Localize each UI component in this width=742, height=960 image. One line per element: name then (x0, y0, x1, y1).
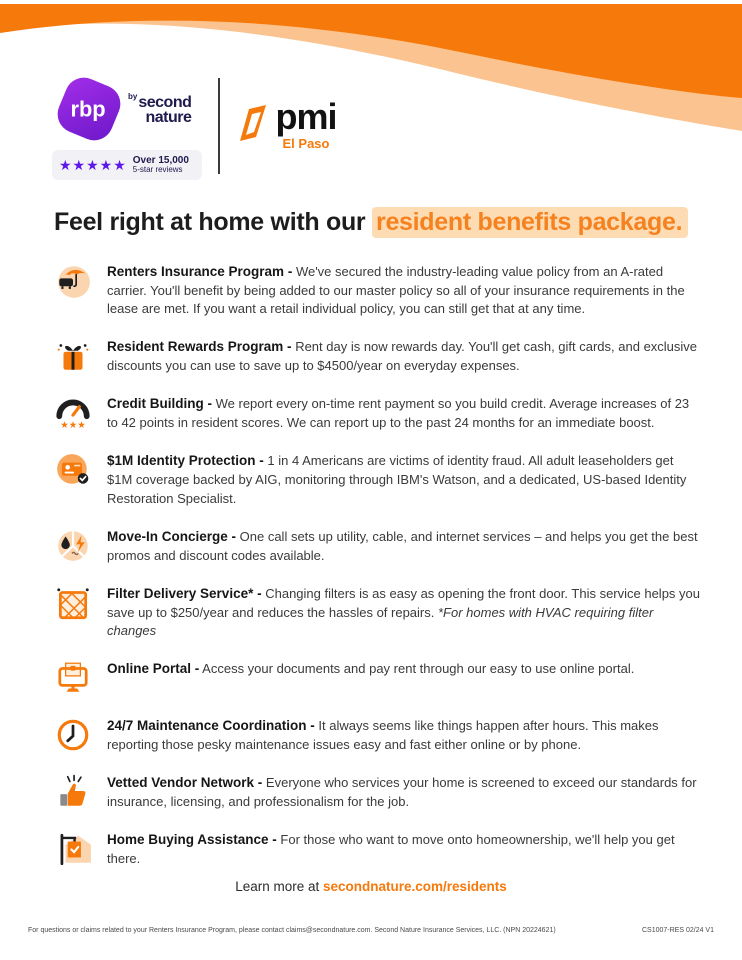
benefit-online-portal (54, 659, 702, 697)
umbrella-couch-icon (54, 262, 92, 300)
benefit-title: Online Portal - (107, 661, 200, 677)
benefit-title: Home Buying Assistance - (107, 832, 277, 848)
svg-text:★★★: ★★★ (60, 420, 86, 432)
benefit-body: Rent day is now rewards day. You'll get cash, gift cards, and exclusive discounts you can use to save up to $4500/year on everyday expenses. (107, 339, 698, 374)
benefit-body: For those who want to move onto homeownership, we'll help you get there. (107, 832, 675, 867)
benefit-maintenance-coordination (54, 716, 702, 754)
credit-gauge-icon (54, 394, 92, 432)
learn-more-line (0, 879, 742, 894)
clock-icon (54, 716, 92, 754)
benefit-body: It always seems like things happen after hours. This makes reporting those pesky maintenance issues easy and fast either online or by phone. (107, 718, 659, 752)
benefit-body: We've secured the industry-leading value policy from an A-rated carrier. You'll benefit by being added to our master policy so all of your insurance requirements in the lease are met. If you want a retail individual policy, you can still get that at any time. (107, 264, 685, 317)
benefit-title: Credit Building - (107, 396, 212, 412)
pmi-wordmark: pmi (275, 96, 337, 138)
headline-prefix: Feel right at home with our (54, 208, 373, 236)
learn-more-prefix: Learn more at (235, 879, 323, 894)
benefit-body: Everyone who services your home is screened to exceed our standards for insurance, licensing, and professionalism for the job. (107, 775, 697, 809)
benefit-title: Move-In Concierge - (107, 528, 237, 544)
house-sign-icon (54, 830, 92, 868)
benefit-title: Resident Rewards Program - (107, 339, 292, 355)
benefit-title: Renters Insurance Program - (107, 264, 293, 279)
headline-highlight: resident benefits package. (372, 207, 688, 238)
logo-row (52, 72, 337, 180)
benefit-filter-delivery (54, 584, 702, 640)
page-title (54, 208, 714, 237)
rbp-badge-text: rbp (70, 96, 106, 122)
review-rating-box (52, 150, 202, 180)
utilities-circle-icon (54, 527, 92, 565)
benefit-resident-rewards (54, 337, 702, 375)
fine-print-claims: For questions or claims related to your Renters Insurance Program, please contact claims@secondnature.com. Second Nature Insurance Services, LLC. (NPN 20224621) (28, 927, 556, 934)
logo-divider (218, 78, 220, 174)
residents-link[interactable]: secondnature.com/residents (322, 879, 507, 894)
pmi-logo-block (238, 96, 337, 151)
benefit-note: *For homes with HVAC requiring filter changes (107, 604, 654, 638)
gift-box-icon (54, 337, 92, 375)
second-nature-wordmark: $^{by}$second nature (128, 91, 192, 126)
rbp-logo-block (52, 72, 204, 180)
by-label: by (128, 91, 138, 101)
thumbs-up-icon (54, 773, 92, 811)
monitor-portal-icon (54, 659, 92, 697)
benefit-body: One call sets up utility, cable, and internet services – and helps you get the best promos and discount codes available. (107, 528, 698, 563)
pmi-flag-icon (238, 101, 268, 143)
rbp-badge-icon (52, 72, 126, 146)
benefit-credit-building (54, 394, 702, 432)
pmi-location: El Paso (282, 135, 330, 151)
air-filter-icon (54, 584, 92, 622)
benefit-vetted-vendor-network (54, 773, 702, 811)
benefits-list (54, 262, 702, 868)
five-stars-icon: ★★★★★ (59, 156, 127, 173)
benefit-renters-insurance (54, 262, 702, 318)
benefit-home-buying-assistance (54, 830, 702, 868)
benefit-body: We report every on-time rent payment so you build credit. Average increases of 23 to 42 points in resident scores. We can report up to the past 24 months for an immediate boost. (107, 396, 690, 431)
benefit-title: 24/7 Maintenance Coordination - (107, 718, 315, 734)
benefit-move-in-concierge (54, 527, 702, 565)
benefit-title: Vetted Vendor Network - (107, 775, 263, 791)
benefit-identity-protection (54, 451, 702, 507)
fine-print-code: CS1007-RES 02/24 V1 (642, 927, 714, 934)
review-count: Over 15,000 (132, 155, 189, 166)
fine-print (28, 927, 714, 934)
benefit-title: $1M Identity Protection - (107, 453, 264, 469)
id-card-shield-icon (54, 451, 92, 489)
review-caption: 5-star reviews (132, 165, 183, 174)
benefit-body: 1 in 4 Americans are victims of identity fraud. All adult leaseholders get $1M coverage backed by AIG, monitoring through IBM's Watson, and a dedicated, US-based Identity Restoration Specialist. (107, 453, 687, 506)
benefit-body: Access your documents and pay rent through our easy to use online portal. (202, 661, 635, 677)
benefit-body: Changing filters is as easy as opening the front door. This service helps you save up to $250/year and reduces the hassles of repairs. (107, 585, 701, 620)
benefit-title: Filter Delivery Service* - (107, 585, 262, 601)
